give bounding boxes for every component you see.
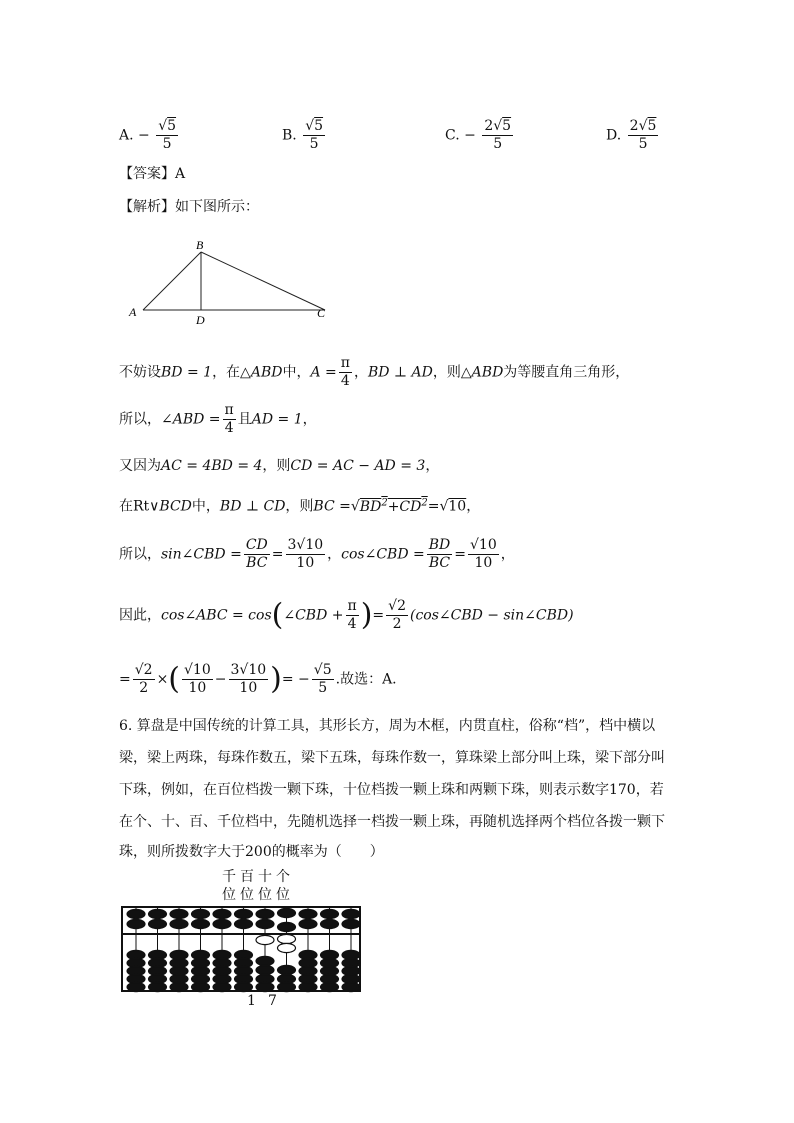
abacus-lower-bead xyxy=(256,935,274,944)
solution-line-1: 不妨设BD = 1，在△ABD中，A = $\frac{\pi}{4}$ ，BD ⊥ AD，则△ABD为等腰直角三角形， xyxy=(119,355,630,389)
abacus-digit-tens: 7 xyxy=(268,993,277,1009)
abacus-lower-bead xyxy=(321,982,339,991)
question-6-line-3: 下珠，例如，在百位档拨一颗下珠，十位档拨一颗上珠和两颗下珠，则表示数字170，若 xyxy=(119,782,664,798)
solution-line-7: = $\frac{√2}{2}$ ×( $\frac{√10}{10}$ − $\frac{3√10}{10}$ )= − $\frac{√5}{5}$ .故选：A. xyxy=(119,661,397,697)
abacus-upper-bead xyxy=(235,909,253,918)
abacus-top-labels: 千百十个 xyxy=(222,869,294,885)
abacus-lower-bead xyxy=(213,982,231,991)
option-c: C. − $\frac{2√5}{5}$ xyxy=(445,118,512,152)
vertex-a-label: A xyxy=(129,305,137,319)
abacus-upper-bead xyxy=(192,919,210,928)
abacus-lower-bead xyxy=(170,982,188,991)
vertex-c-label: C xyxy=(317,306,326,320)
option-d: D. $\frac{2√5}{5}$ xyxy=(606,118,657,152)
abacus-lower-bead xyxy=(235,982,253,991)
abacus-upper-bead xyxy=(235,919,253,928)
vertex-d-label: D xyxy=(196,313,205,327)
question-6-line-4: 在个、十、百、千位档中，先随机选择一档拨一颗上珠，再随机选择两个档位各拨一颗下 xyxy=(119,814,665,830)
abacus-upper-bead xyxy=(149,919,167,928)
abacus-lower-bead xyxy=(192,982,210,991)
abacus-upper-bead xyxy=(127,909,145,918)
option-b: B. $\frac{√5}{5}$ xyxy=(282,118,324,152)
abacus-lower-bead xyxy=(127,982,145,991)
abacus-lower-bead xyxy=(278,982,296,991)
vertex-b-label: B xyxy=(196,238,204,252)
question-6-line-1: 6. 算盘是中国传统的计算工具，其形长方，周为木框，内贯直柱，俗称“档”，档中横以 xyxy=(119,718,656,734)
abacus-upper-bead xyxy=(149,909,167,918)
question-6-line-2: 梁，梁上两珠，每珠作数五，梁下五珠，每珠作数一，算珠梁上部分叫上珠，梁下部分叫 xyxy=(119,750,665,766)
abacus-upper-bead xyxy=(278,922,296,931)
answer-line: 【答案】A xyxy=(119,166,186,182)
solution-line-2: 所以，∠ABD = $\frac{\pi}{4}$ 且AD = 1， xyxy=(119,402,317,436)
abacus-lower-bead xyxy=(278,943,296,952)
solution-line-3: 又因为AC = 4BD = 4，则CD = AC − AD = 3， xyxy=(119,458,440,474)
abacus-upper-bead xyxy=(342,919,360,928)
abacus-lower-bead xyxy=(149,982,167,991)
solution-line-5: 所以，sin∠CBD = $\frac{CD}{BC}$ = $\frac{3√10}{10}$ ，cos∠CBD = $\frac{BD}{BC}$ = $\frac{√10}{10}$ ， xyxy=(119,537,515,571)
triangle-figure xyxy=(125,236,335,328)
abacus-upper-bead xyxy=(299,919,317,928)
abacus-upper-bead xyxy=(256,919,274,928)
abacus-upper-bead xyxy=(321,909,339,918)
abacus-upper-bead xyxy=(127,919,145,928)
abacus-lower-bead xyxy=(256,956,274,965)
abacus-upper-bead xyxy=(299,909,317,918)
abacus-upper-bead xyxy=(170,919,188,928)
abacus-digit-hundreds: 1 xyxy=(247,993,256,1009)
abacus-top-labels-2: 位位位位 xyxy=(222,887,294,903)
abacus-upper-bead xyxy=(213,919,231,928)
abacus-lower-bead xyxy=(342,982,360,991)
abacus-figure xyxy=(121,906,363,994)
abacus-upper-bead xyxy=(342,909,360,918)
abacus-upper-bead xyxy=(256,909,274,918)
solution-line-6: 因此，cos∠ABC = cos(∠CBD + $\frac{\pi}{4}$ )= $\frac{√2}{2}$ (cos∠CBD − sin∠CBD) xyxy=(119,597,574,633)
abacus-lower-bead xyxy=(299,982,317,991)
abacus-lower-bead xyxy=(256,982,274,991)
abacus-upper-bead xyxy=(213,909,231,918)
option-a: A. − $\frac{√5}{5}$ xyxy=(119,118,177,152)
abacus-upper-bead xyxy=(321,919,339,928)
abacus-lower-bead xyxy=(256,965,274,974)
solution-line-4: 在Rt∨BCD中，BD ⊥ CD，则BC $=√BD^2+CD^2=√10$， xyxy=(119,497,481,515)
abacus-lower-bead xyxy=(278,934,296,943)
abacus-upper-bead xyxy=(192,909,210,918)
abacus-upper-bead xyxy=(170,909,188,918)
abacus-lower-bead xyxy=(278,965,296,974)
abacus-upper-bead xyxy=(278,908,296,917)
analysis-line: 【解析】如下图所示： xyxy=(119,199,259,215)
question-6-line-5: 珠，则所拨数字大于200的概率为（ ） xyxy=(119,844,384,860)
